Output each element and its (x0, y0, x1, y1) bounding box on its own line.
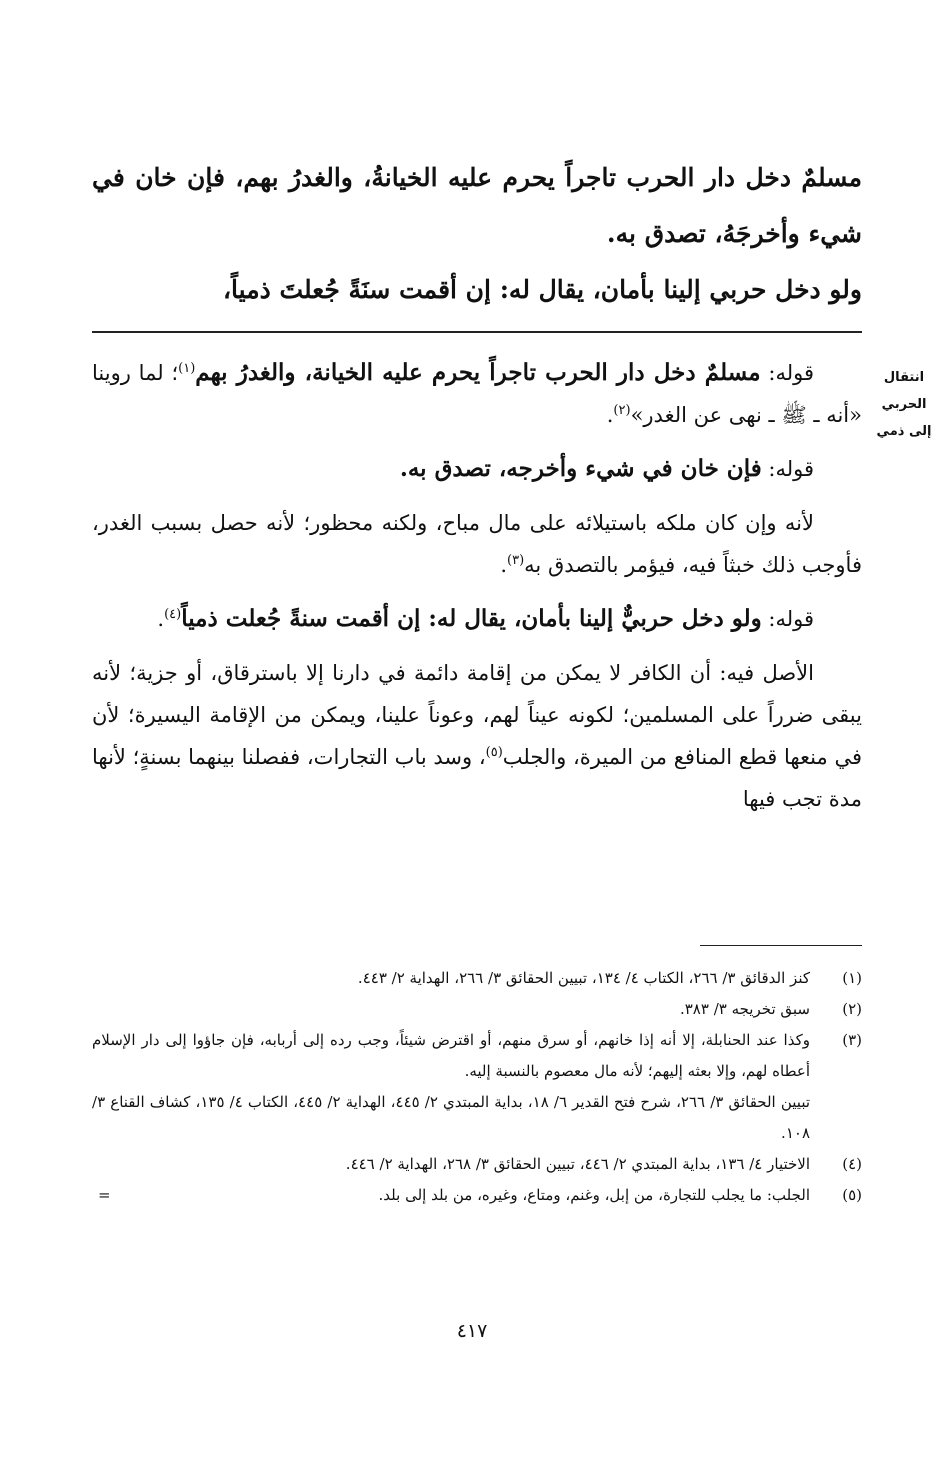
footnote-text: سبق تخريجه ٣/ ٣٨٣. (679, 1000, 810, 1018)
page-number: ٤١٧ (456, 1320, 488, 1342)
quoted-matn: ولو دخل حربيٌّ إلينا بأمان، يقال له: إن أقمت سنةً جُعلت ذمياً (181, 605, 762, 632)
footnote-text: كنز الدقائق ٣/ ٢٦٦، الكتاب ٤/ ١٣٤، تبيين الحقائق ٣/ ٢٦٦، الهداية ٢/ ٤٤٣. (357, 969, 810, 987)
commentary-text: . (157, 607, 165, 631)
footnote-ref[interactable]: (٤) (164, 607, 182, 622)
commentary (92, 352, 862, 832)
main-text (92, 150, 862, 318)
commentary-text: . (500, 553, 508, 577)
commentary-text: ؛ لما روينا «أنه ـ ﷺ ـ نهى عن الغدر» (92, 361, 862, 427)
footnote-ref[interactable]: (٣) (507, 553, 525, 568)
margin-heading-line: انتقال (883, 370, 925, 385)
commentary-text: الأصل فيه: أن الكافر لا يمكن من إقامة دائمة في دارنا إلا باسترقاق، أو جزية؛ لأنه يبقى ضرراً على المسلمين؛ لكونه عيناً لهم، وعوناً علينا، ويمكن من الإقامة اليسيرة؛ لأن في منعها قطع المنافع من الميرة، والجلب (92, 661, 863, 769)
footnote-ref[interactable]: (٢) (613, 403, 631, 418)
footnote-ref[interactable]: (١) (178, 361, 196, 376)
continuation-mark: = (98, 1186, 111, 1204)
main-text-paragraph: مسلمٌ دخل دار الحرب تاجراً يحرم عليه الخيانةُ، والغدرُ بهم، فإن خان في شيء وأخرجَهُ، تصدق به. (92, 163, 862, 248)
commentary-text: . (606, 403, 614, 427)
footnote-number: (٤) (842, 1155, 862, 1173)
margin-heading-line: إلى ذمي (876, 424, 932, 439)
main-text-paragraph: ولو دخل حربي إلينا بأمان، يقال له: إن أقمت سنَةً جُعلتَ ذمياً، (222, 275, 862, 304)
separator-line (92, 331, 862, 333)
footnote-text: وكذا عند الحنابلة، إلا أنه إذا خانهم، أو سرق منهم، أو اقترض شيئاً، وجب رده إلى أربابه، فإن جاؤوا إلى دار الإسلام أعطاه لهم، وإلا بعثه إليهم؛ لأنه مال معصوم بالنسبة إليه. (92, 1031, 810, 1080)
commentary-paragraph (92, 448, 862, 490)
footnote-ref[interactable]: (٥) (485, 745, 503, 760)
commentary-text: لأنه وإن كان ملكه باستيلائه على مال مباح، ولكنه محظور؛ لأنه حصل بسبب الغدر، فأوجب ذلك خبثاً فيه، فيؤمر بالتصدق به (92, 511, 862, 577)
footnotes (92, 963, 862, 1211)
footnote (92, 1025, 862, 1149)
footnote (92, 1180, 862, 1211)
footnote (92, 994, 862, 1025)
commentary-text: ، وسد باب التجارات، ففصلنا بينهما بسنةٍ؛ لأنها مدة تجب فيها (92, 745, 862, 811)
footnote-separator (700, 945, 862, 946)
footnote-number: (٥) (842, 1186, 862, 1204)
footnote-text: الاختيار ٤/ ١٣٦، بداية المبتدي ٢/ ٤٤٦، تبيين الحقائق ٣/ ٢٦٨، الهداية ٢/ ٤٤٦. (345, 1155, 810, 1173)
footnote-text: تبيين الحقائق ٣/ ٢٦٦، شرح فتح القدير ٦/ ١٨، بداية المبتدي ٢/ ٤٤٥، الهداية ٢/ ٤٤٥، الكتاب ٤/ ١٣٥، كشاف القناع ٣/ ١٠٨. (92, 1093, 811, 1142)
footnote-text: الجلب: ما يجلب للتجارة، من إبل، وغنم، ومتاع، وغيره، من بلد إلى بلد. (378, 1186, 810, 1204)
margin-heading-line: الحربي (881, 397, 927, 412)
qawluhu-label: قوله: (760, 361, 815, 385)
footnote-number: (٢) (842, 1000, 862, 1018)
quoted-matn: فإن خان في شيء وأخرجه، تصدق به. (399, 455, 762, 482)
quoted-matn: مسلمٌ دخل دار الحرب تاجراً يحرم عليه الخيانة، والغدرُ بهم (195, 359, 761, 386)
footnote (92, 1149, 862, 1180)
footnote-number: (٣) (842, 1031, 862, 1049)
qawluhu-label: قوله: (761, 457, 814, 481)
commentary-paragraph (92, 352, 862, 436)
commentary-paragraph (92, 652, 862, 820)
footnote (92, 963, 862, 994)
commentary-paragraph (92, 598, 862, 640)
footnote-number: (١) (842, 969, 862, 987)
margin-heading (868, 364, 940, 445)
commentary-paragraph (92, 502, 862, 586)
qawluhu-label: قوله: (761, 607, 814, 631)
